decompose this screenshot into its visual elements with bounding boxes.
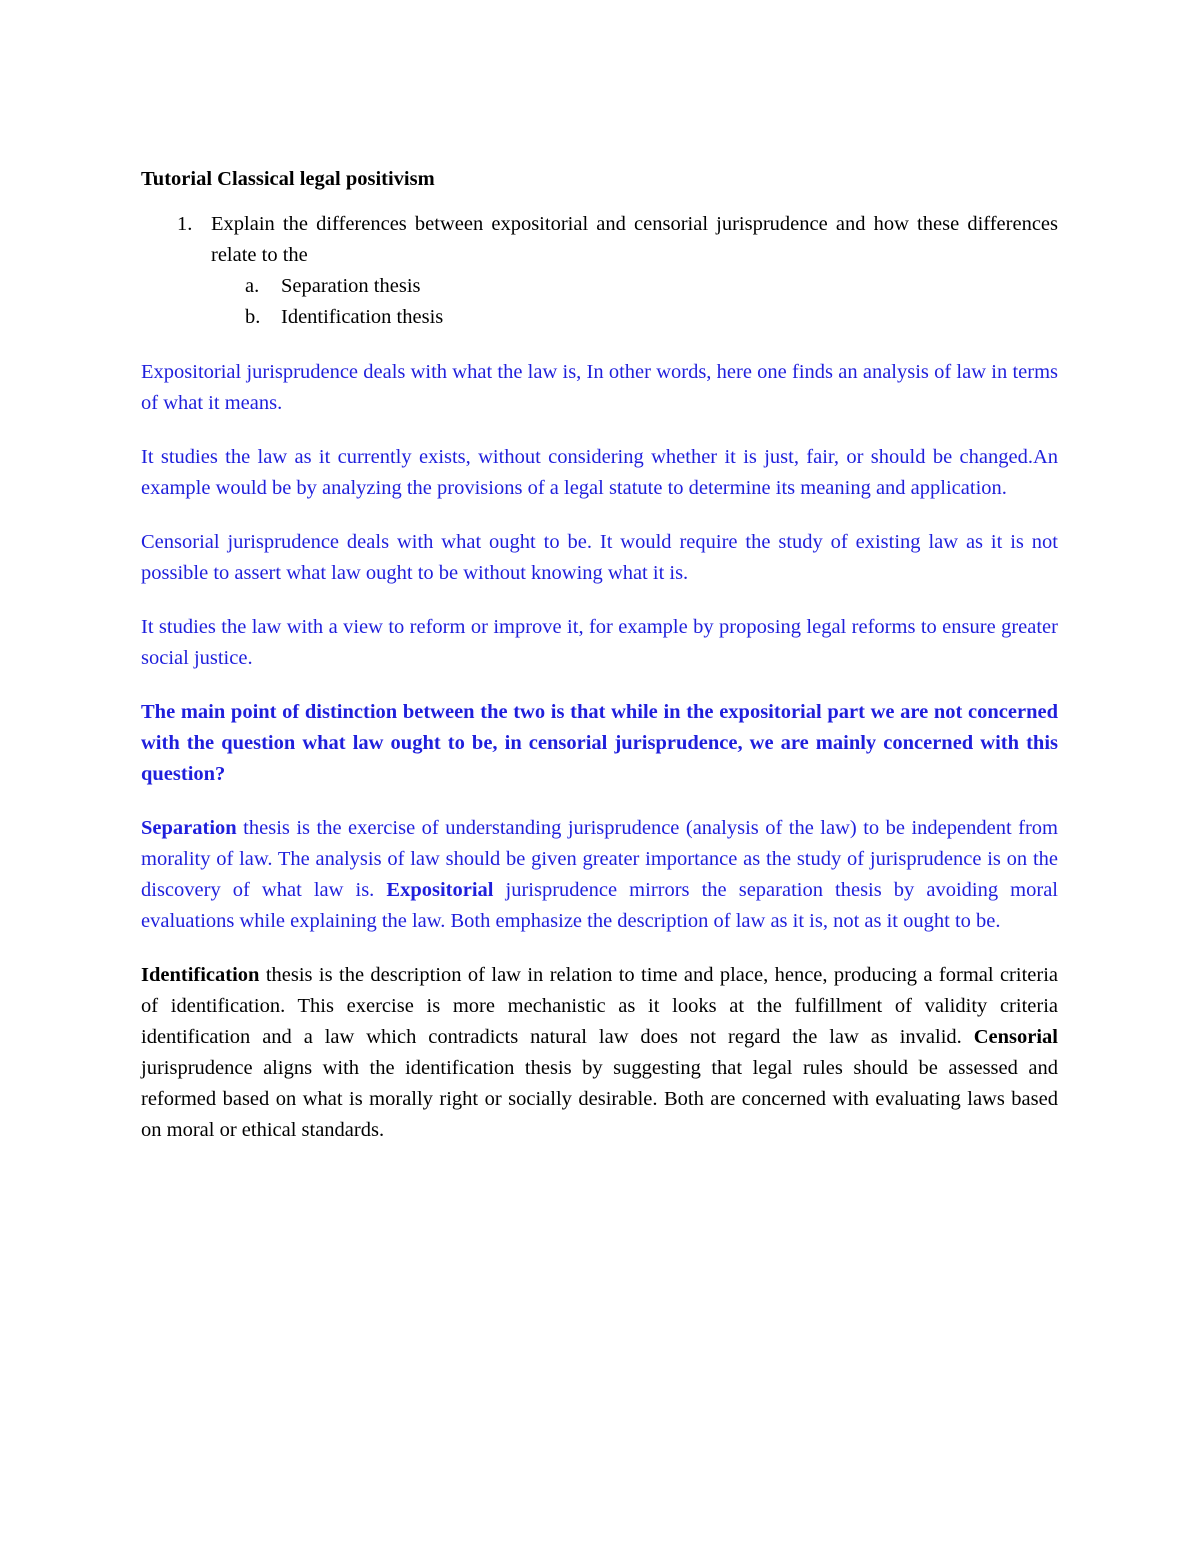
censorial-term: Censorial <box>973 1026 1058 1048</box>
answer-paragraph-separation-thesis <box>141 813 1058 937</box>
sub-item-text: Identification thesis <box>281 306 444 328</box>
question-list <box>141 209 1058 333</box>
sub-item-separation <box>211 271 1058 302</box>
identification-text-2: jurisprudence aligns with the identification thesis by suggesting that legal rules should be assessed and reformed based on what is morally right or socially desirable. Both are concerned with evaluating laws based on moral or ethical standards. <box>141 1057 1058 1141</box>
question-text: Explain the differences between expositorial and censorial jurisprudence and how these differences relate to the <box>211 213 1058 266</box>
sub-item-letter: a. <box>245 275 260 297</box>
separation-term: Separation <box>141 817 237 839</box>
question-item <box>141 209 1058 333</box>
document-page <box>141 164 1058 1169</box>
question-number: 1. <box>177 213 193 235</box>
document-title: Tutorial Classical legal positivism <box>141 168 435 190</box>
answer-paragraph-censorial-study: It studies the law with a view to reform or improve it, for example by proposing legal reforms to ensure greater social justice. <box>141 616 1058 669</box>
answer-paragraph-expositorial-definition: Expositorial jurisprudence deals with what the law is, In other words, here one finds an analysis of law in terms of what it means. <box>141 361 1058 414</box>
identification-term: Identification <box>141 964 260 986</box>
answer-paragraph-expositorial-study: It studies the law as it currently exists, without considering whether it is just, fair, or should be changed.An example would be by analyzing the provisions of a legal statute to determine its meaning and application. <box>141 446 1058 499</box>
expositorial-term: Expositorial <box>386 879 494 901</box>
answer-paragraph-main-distinction: The main point of distinction between the two is that while in the expositorial part we are not concerned with the question what law ought to be, in censorial jurisprudence, we are mainly concerned with this question? <box>141 701 1058 785</box>
separation-text-1: thesis is the exercise of understanding jurisprudence (analysis of the law) to be independent from morality of law. The analysis of law should be given greater importance as the study of jurisprudence is on the discovery of what law is. <box>141 817 1058 901</box>
sub-item-text: Separation thesis <box>281 275 421 297</box>
sub-item-identification <box>211 302 1058 333</box>
identification-text-1: thesis is the description of law in relation to time and place, hence, producing a formal criteria of identification. This exercise is more mechanistic as it looks at the fulfillment of validity criteria identification and a law which contradicts natural law does not regard the law as invalid. <box>141 964 1058 1048</box>
answer-paragraph-identification-thesis <box>141 960 1058 1146</box>
separation-text-2: jurisprudence mirrors the separation thesis by avoiding moral evaluations while explaining the law. Both emphasize the description of law as it is, not as it ought to be. <box>141 879 1058 932</box>
answer-paragraph-censorial-definition: Censorial jurisprudence deals with what ought to be. It would require the study of existing law as it is not possible to assert what law ought to be without knowing what it is. <box>141 531 1058 584</box>
sub-item-letter: b. <box>245 306 261 328</box>
question-sub-list <box>211 271 1058 333</box>
